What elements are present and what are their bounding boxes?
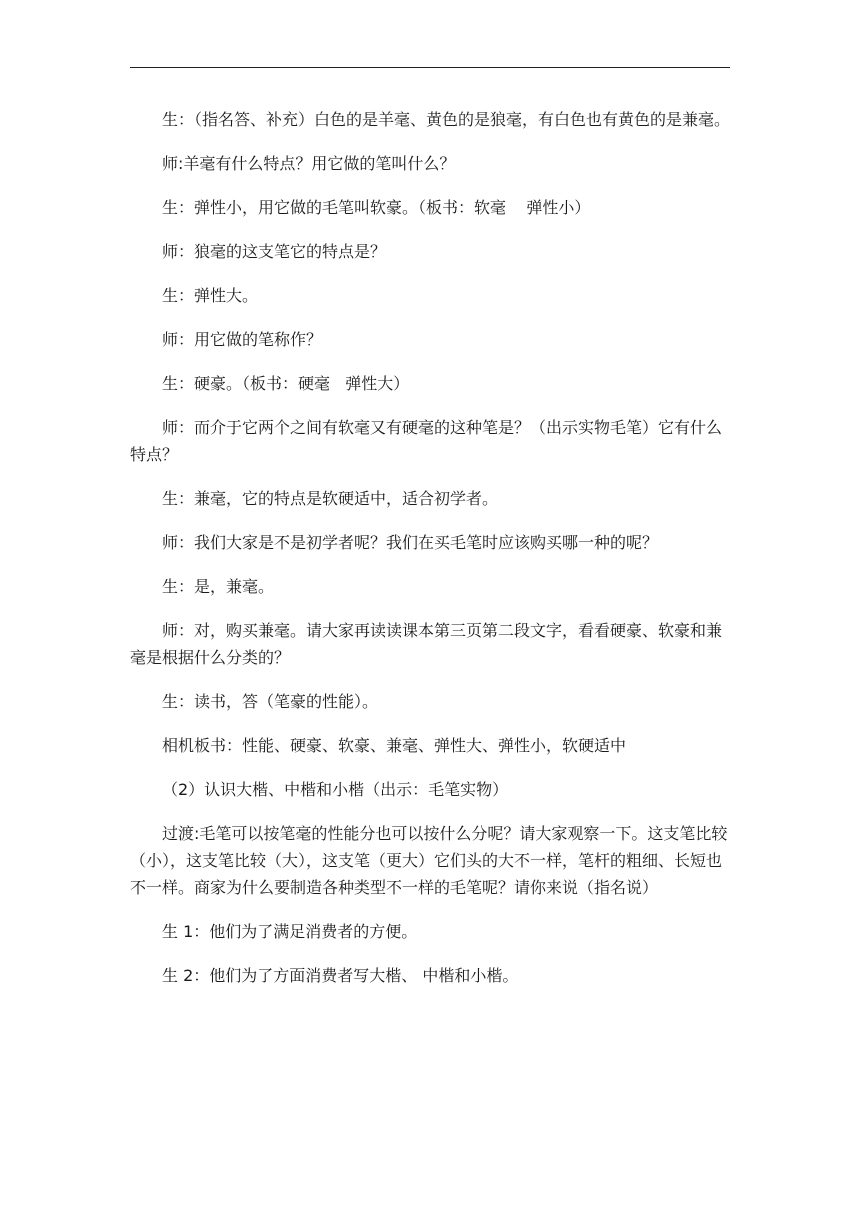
paragraph: 生 2：他们为了方面消费者写大楷、 中楷和小楷。 <box>162 966 519 985</box>
paragraph: 过渡:毛笔可以按笔毫的性能分也可以按什么分呢？请大家观察一下。这支笔比较（小），这支笔比较（大），这支笔（更大）它们头的大不一样，笔杆的粗细、长短也不一样。商家为什么要制造各种类型不一样的毛笔呢？请你来说（指名说） <box>130 824 728 897</box>
paragraph: 生 1：他们为了满足消费者的方便。 <box>162 922 418 941</box>
paragraph: 生：（指名答、补充）白色的是羊毫、黄色的是狼毫，有白色也有黄色的是兼毫。 <box>162 110 731 129</box>
paragraph: 生：弹性大。 <box>162 286 259 305</box>
paragraph: 师：对，购买兼毫。请大家再读读课本第三页第二段文字，看看硬豪、软豪和兼毫是根据什么分类的？ <box>130 621 723 667</box>
paragraph: 师：而介于它两个之间有软毫又有硬毫的这种笔是？（出示实物毛笔）它有什么特点？ <box>130 418 723 464</box>
document-body <box>130 106 730 1006</box>
paragraph: 生：硬豪。（板书：硬毫 弹性大） <box>162 374 410 393</box>
paragraph: 师：用它做的笔称作？ <box>162 330 323 349</box>
paragraph: 生：读书，答（笔豪的性能）。 <box>162 692 379 711</box>
paragraph: 师：我们大家是不是初学者呢？我们在买毛笔时应该购买哪一种的呢？ <box>162 533 659 552</box>
paragraph: （2）认识大楷、中楷和小楷（出示：毛笔实物） <box>162 780 509 799</box>
paragraph: 生：是，兼毫。 <box>162 577 275 596</box>
header-rule <box>130 67 730 68</box>
paragraph: 生：弹性小，用它做的毛笔叫软豪。（板书：软毫 弹性小） <box>162 198 591 217</box>
paragraph: 相机板书：性能、硬豪、软豪、兼毫、弹性大、弹性小，软硬适中 <box>162 736 627 755</box>
paragraph: 师:羊毫有什么特点？用它做的笔叫什么？ <box>162 154 456 173</box>
paragraph: 生：兼毫，它的特点是软硬适中，适合初学者。 <box>162 489 499 508</box>
paragraph: 师：狼毫的这支笔它的特点是？ <box>162 242 387 261</box>
